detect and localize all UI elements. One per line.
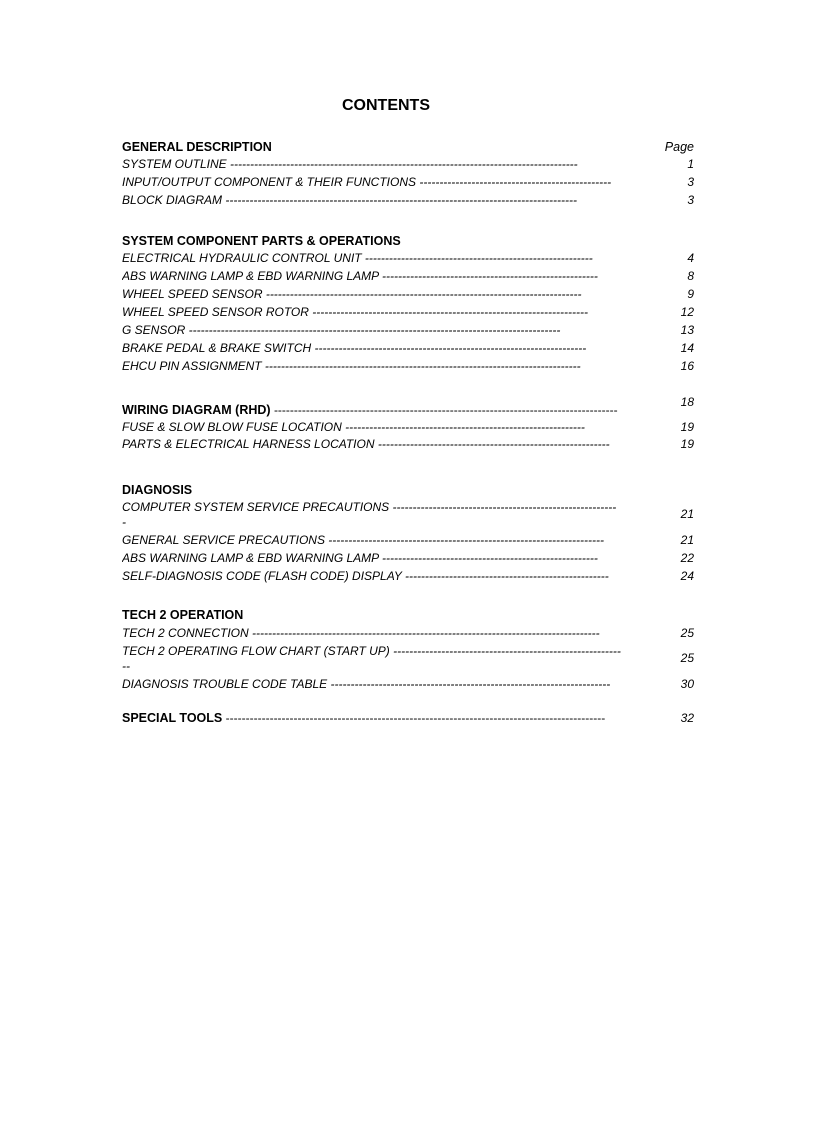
toc-entry[interactable] xyxy=(122,642,694,676)
toc-entry-page: 14 xyxy=(680,341,694,355)
toc-entry-page: 3 xyxy=(687,175,694,189)
leader-dashes: ----------------------------------------------------------------------------------------------- xyxy=(225,711,606,725)
toc-entry-text: G SENSOR --------------------------------------------------------------------------------------------- xyxy=(122,323,561,337)
section-header-tech2 xyxy=(122,606,694,624)
toc-entry-page: 9 xyxy=(687,287,694,301)
toc-entry[interactable] xyxy=(122,155,694,173)
toc-entry[interactable] xyxy=(122,303,694,321)
section-heading: SPECIAL TOOLS xyxy=(122,711,223,725)
section-header-wiring-title[interactable] xyxy=(122,401,694,419)
toc-entry-page: 19 xyxy=(680,420,694,434)
toc-entry[interactable] xyxy=(122,173,694,191)
toc-entry-text: TECH 2 OPERATING FLOW CHART (START UP) --------------------------------------------------------- xyxy=(122,644,621,658)
toc-entry-text: INPUT/OUTPUT COMPONENT & THEIR FUNCTIONS ------------------------------------------------ xyxy=(122,175,612,189)
toc-entry-page: 8 xyxy=(687,269,694,283)
toc-entry-text: COMPUTER SYSTEM SERVICE PRECAUTIONS -------------------------------------------------------- xyxy=(122,500,617,514)
toc-entry-text: DIAGNOSIS TROUBLE CODE TABLE ---------------------------------------------------------------------- xyxy=(122,677,611,691)
toc-entry-text-continued: -- xyxy=(122,659,130,673)
toc-entry-text: PARTS & ELECTRICAL HARNESS LOCATION ---------------------------------------------------------- xyxy=(122,437,610,451)
toc-entry-text: ABS WARNING LAMP & EBD WARNING LAMP ------------------------------------------------------ xyxy=(122,269,598,283)
toc-entry-text: SYSTEM OUTLINE --------------------------------------------------------------------------------------- xyxy=(122,157,578,171)
section-heading: WIRING DIAGRAM (RHD) xyxy=(122,403,271,417)
toc-entry-text: ELECTRICAL HYDRAULIC CONTROL UNIT --------------------------------------------------------- xyxy=(122,251,593,265)
toc-entry-page: 18 xyxy=(680,395,694,409)
section-heading: TECH 2 OPERATION xyxy=(122,608,244,622)
toc-entry-page: 30 xyxy=(680,677,694,691)
toc-entry-page: 16 xyxy=(680,359,694,373)
section-header-tools[interactable] xyxy=(122,709,694,727)
toc-entry[interactable] xyxy=(122,498,694,532)
wiring-heading-row xyxy=(122,401,622,419)
toc-entry[interactable] xyxy=(122,339,694,357)
tools-heading-row xyxy=(122,709,612,727)
toc-entry[interactable] xyxy=(122,675,694,693)
toc-entry-text: WHEEL SPEED SENSOR ------------------------------------------------------------------------------- xyxy=(122,287,582,301)
toc-entry-page: 25 xyxy=(680,626,694,640)
toc-entry-page: 13 xyxy=(680,323,694,337)
section-heading: DIAGNOSIS xyxy=(122,483,193,497)
toc-entry-page: 3 xyxy=(687,193,694,207)
toc-entry-page: 25 xyxy=(680,651,694,665)
section-heading: SYSTEM COMPONENT PARTS & OPERATIONS xyxy=(122,234,401,248)
toc-entry[interactable] xyxy=(122,267,694,285)
toc-entry[interactable] xyxy=(122,285,694,303)
toc-entry[interactable] xyxy=(122,249,694,267)
toc-entry-text: TECH 2 CONNECTION --------------------------------------------------------------------------------------- xyxy=(122,626,600,640)
section-header-components xyxy=(122,232,694,250)
toc-entry-page: 24 xyxy=(680,569,694,583)
section-header-general xyxy=(122,138,694,156)
toc-entry-page: 12 xyxy=(680,305,694,319)
toc-entry-text: GENERAL SERVICE PRECAUTIONS --------------------------------------------------------------------- xyxy=(122,533,605,547)
section-heading: GENERAL DESCRIPTION xyxy=(122,140,272,154)
toc-entry-page: 32 xyxy=(680,711,694,725)
toc-entry-text: ABS WARNING LAMP & EBD WARNING LAMP ------------------------------------------------------ xyxy=(122,551,598,565)
toc-entry-page: 21 xyxy=(680,533,694,547)
toc-entry-text: FUSE & SLOW BLOW FUSE LOCATION ------------------------------------------------------------ xyxy=(122,420,585,434)
toc-entry-text-continued: - xyxy=(122,515,126,529)
toc-entry-text: BRAKE PEDAL & BRAKE SWITCH -------------------------------------------------------------------- xyxy=(122,341,587,355)
toc-entry-text: WHEEL SPEED SENSOR ROTOR --------------------------------------------------------------------- xyxy=(122,305,588,319)
toc-entry[interactable] xyxy=(122,531,694,549)
toc-entry[interactable] xyxy=(122,435,694,453)
page-title: CONTENTS xyxy=(342,97,430,114)
toc-entry[interactable] xyxy=(122,418,694,436)
toc-entry[interactable] xyxy=(122,549,694,567)
toc-entry-text: SELF-DIAGNOSIS CODE (FLASH CODE) DISPLAY --------------------------------------------------- xyxy=(122,569,609,583)
toc-entry-text: EHCU PIN ASSIGNMENT ------------------------------------------------------------------------------- xyxy=(122,359,581,373)
toc-entry-page: 22 xyxy=(680,551,694,565)
toc-entry[interactable] xyxy=(122,357,694,375)
toc-entry-page: 1 xyxy=(687,157,694,171)
section-header-diagnosis xyxy=(122,481,694,499)
toc-entry[interactable] xyxy=(122,191,694,209)
toc-entry-page: 21 xyxy=(680,507,694,521)
page-column-label: Page xyxy=(664,140,694,154)
toc-entry[interactable] xyxy=(122,624,694,642)
toc-entry-page: 4 xyxy=(687,251,694,265)
toc-entry-text: BLOCK DIAGRAM ---------------------------------------------------------------------------------------- xyxy=(122,193,578,207)
leader-dashes: -------------------------------------------------------------------------------------- xyxy=(273,403,618,417)
toc-entry[interactable] xyxy=(122,321,694,339)
toc-entry-page: 19 xyxy=(680,437,694,451)
toc-entry[interactable] xyxy=(122,567,694,585)
